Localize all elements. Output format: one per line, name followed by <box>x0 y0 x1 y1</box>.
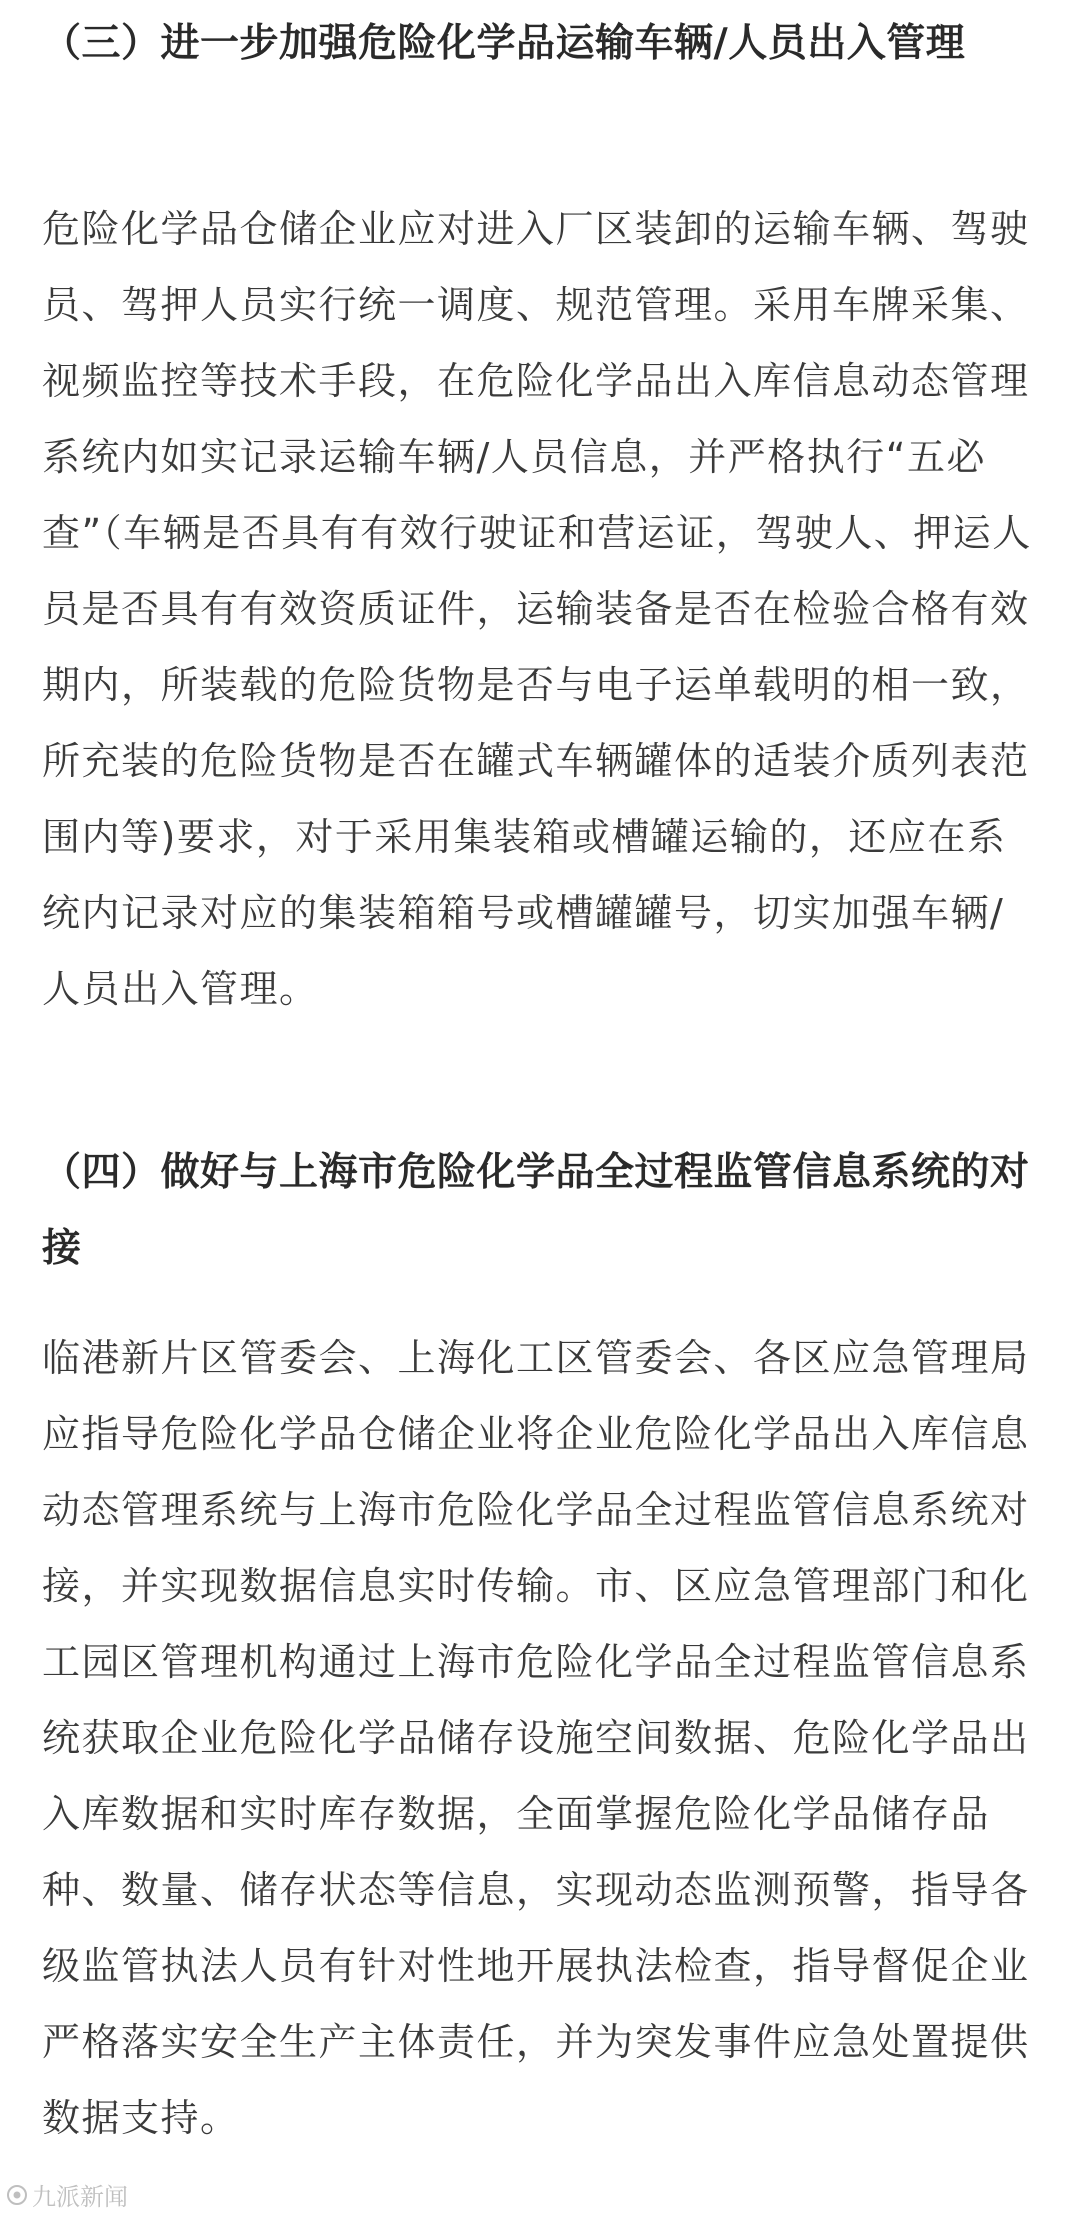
section-body-four: 临港新片区管委会、上海化工区管委会、各区应急管理局应指导危险化学品仓储企业将企业危险化学品出入库信息动态管理系统与上海市危险化学品全过程监管信息系统对接，并实现数据信息实时传输。市、区应急管理部门和化工园区管理机构通过上海市危险化学品全过程监管信息系统获取企业危险化学品储存设施空间数据、危险化学品出入库数据和实时库存数据，全面掌握危险化学品储存品种、数量、储存状态等信息，实现动态监测预警，指导各级监管执法人员有针对性地开展执法检查，指导督促企业严格落实安全生产主体责任，并为突发事件应急处置提供数据支持。 <box>42 1336 1030 2140</box>
section-heading-three: （三）进一步加强危险化学品运输车辆/人员出入管理 <box>42 21 966 66</box>
source-watermark <box>6 2177 128 2212</box>
section-heading-four: （四）做好与上海市危险化学品全过程监管信息系统的对接 <box>42 1150 1030 1271</box>
camera-watermark-icon <box>6 2184 28 2206</box>
section-body-three: 危险化学品仓储企业应对进入厂区装卸的运输车辆、驾驶员、驾押人员实行统一调度、规范管理。采用车牌采集、视频监控等技术手段，在危险化学品出入库信息动态管理系统内如实记录运输车辆/人员信息，并严格执行“五必查”（车辆是否具有有效行驶证和营运证，驾驶人、押运人员是否具有有效资质证件，运输装备是否在检验合格有效期内，所装载的危险货物是否与电子运单载明的相一致，所充装的危险货物是否在罐式车辆罐体的适装介质列表范围内等)要求，对于采用集装箱或槽罐运输的，还应在系统内记录对应的集装箱箱号或槽罐罐号，切实加强车辆/人员出入管理。 <box>42 207 1032 1011</box>
watermark-text: 九派新闻 <box>32 2183 128 2211</box>
